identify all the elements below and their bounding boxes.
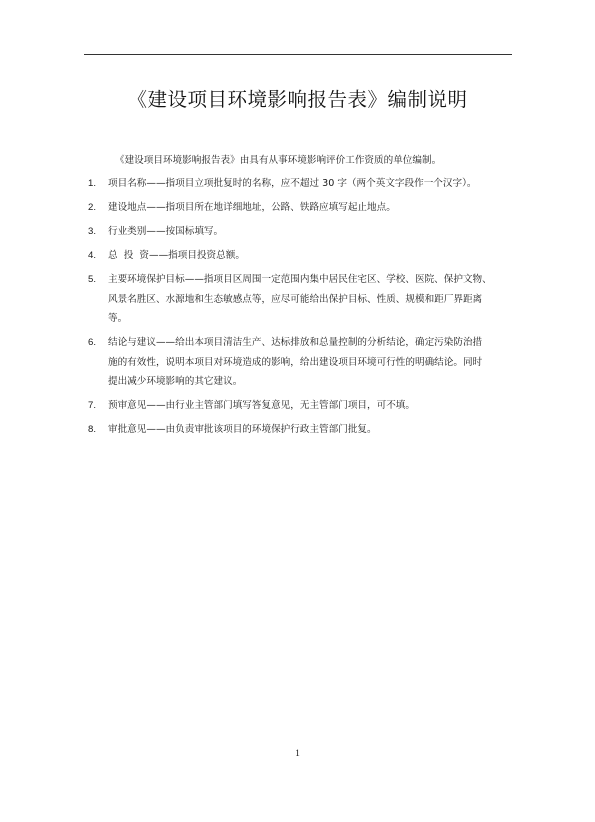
list-item-text: 建设地点——指项目所在地详细地址，公路、铁路应填写起止地点。 xyxy=(108,201,396,213)
list-item-number: 1. xyxy=(88,178,97,189)
instruction-list xyxy=(84,174,524,444)
list-item xyxy=(84,396,524,416)
list-item-text: 预审意见——由行业主管部门填写答复意见，无主管部门项目，可不填。 xyxy=(108,400,415,412)
list-item-text: 审批意见——由负责审批该项目的环境保护行政主管部门批复。 xyxy=(108,424,377,436)
list-item xyxy=(84,420,524,440)
list-item-number: 7. xyxy=(88,400,97,412)
header-rule xyxy=(84,54,512,55)
list-item-text: 风景名胜区、水源地和生态敏感点等，应尽可能给出保护目标、性质、规模和距厂界距离 xyxy=(108,293,483,305)
list-item xyxy=(84,270,524,329)
list-item xyxy=(84,333,524,392)
list-item-number: 6. xyxy=(88,337,97,349)
list-item xyxy=(84,174,524,194)
list-item-text: 结论与建议——给出本项目清洁生产、达标排放和总量控制的分析结论，确定污染防治措 xyxy=(108,337,483,349)
list-item xyxy=(84,246,524,266)
page-title: 《建设项目环境影响报告表》编制说明 xyxy=(127,88,468,111)
list-item-number: 2. xyxy=(88,201,97,213)
page-number: 1 xyxy=(295,749,300,759)
list-item-number: 5. xyxy=(88,273,97,285)
intro-paragraph: 《建设项目环境影响报告表》由具有从事环境影响评价工作资质的单位编制。 xyxy=(115,155,442,166)
list-item-number: 8. xyxy=(88,424,97,436)
list-item-number: 3. xyxy=(88,225,97,237)
list-item-text: 项目名称——指项目立项批复时的名称，应不超过 30 字（两个英文字段作一个汉字）。 xyxy=(108,178,477,189)
list-item-text: 行业类别——按国标填写。 xyxy=(108,225,224,237)
list-item-text: 等。 xyxy=(108,313,128,325)
list-item-number: 4. xyxy=(88,249,97,261)
list-item-text: 提出减少环境影响的其它建议。 xyxy=(108,376,243,388)
list-item-text: 总 投 资——指项目投资总额。 xyxy=(108,249,245,261)
list-item-text: 主要环境保护目标——指项目区周围一定范围内集中居民住宅区、学校、医院、保护文物、 xyxy=(108,273,492,285)
list-item xyxy=(84,198,524,218)
list-item-text: 施的有效性，说明本项目对环境造成的影响，给出建设项目环境可行性的明确结论。同时 xyxy=(108,356,483,368)
list-item xyxy=(84,222,524,242)
